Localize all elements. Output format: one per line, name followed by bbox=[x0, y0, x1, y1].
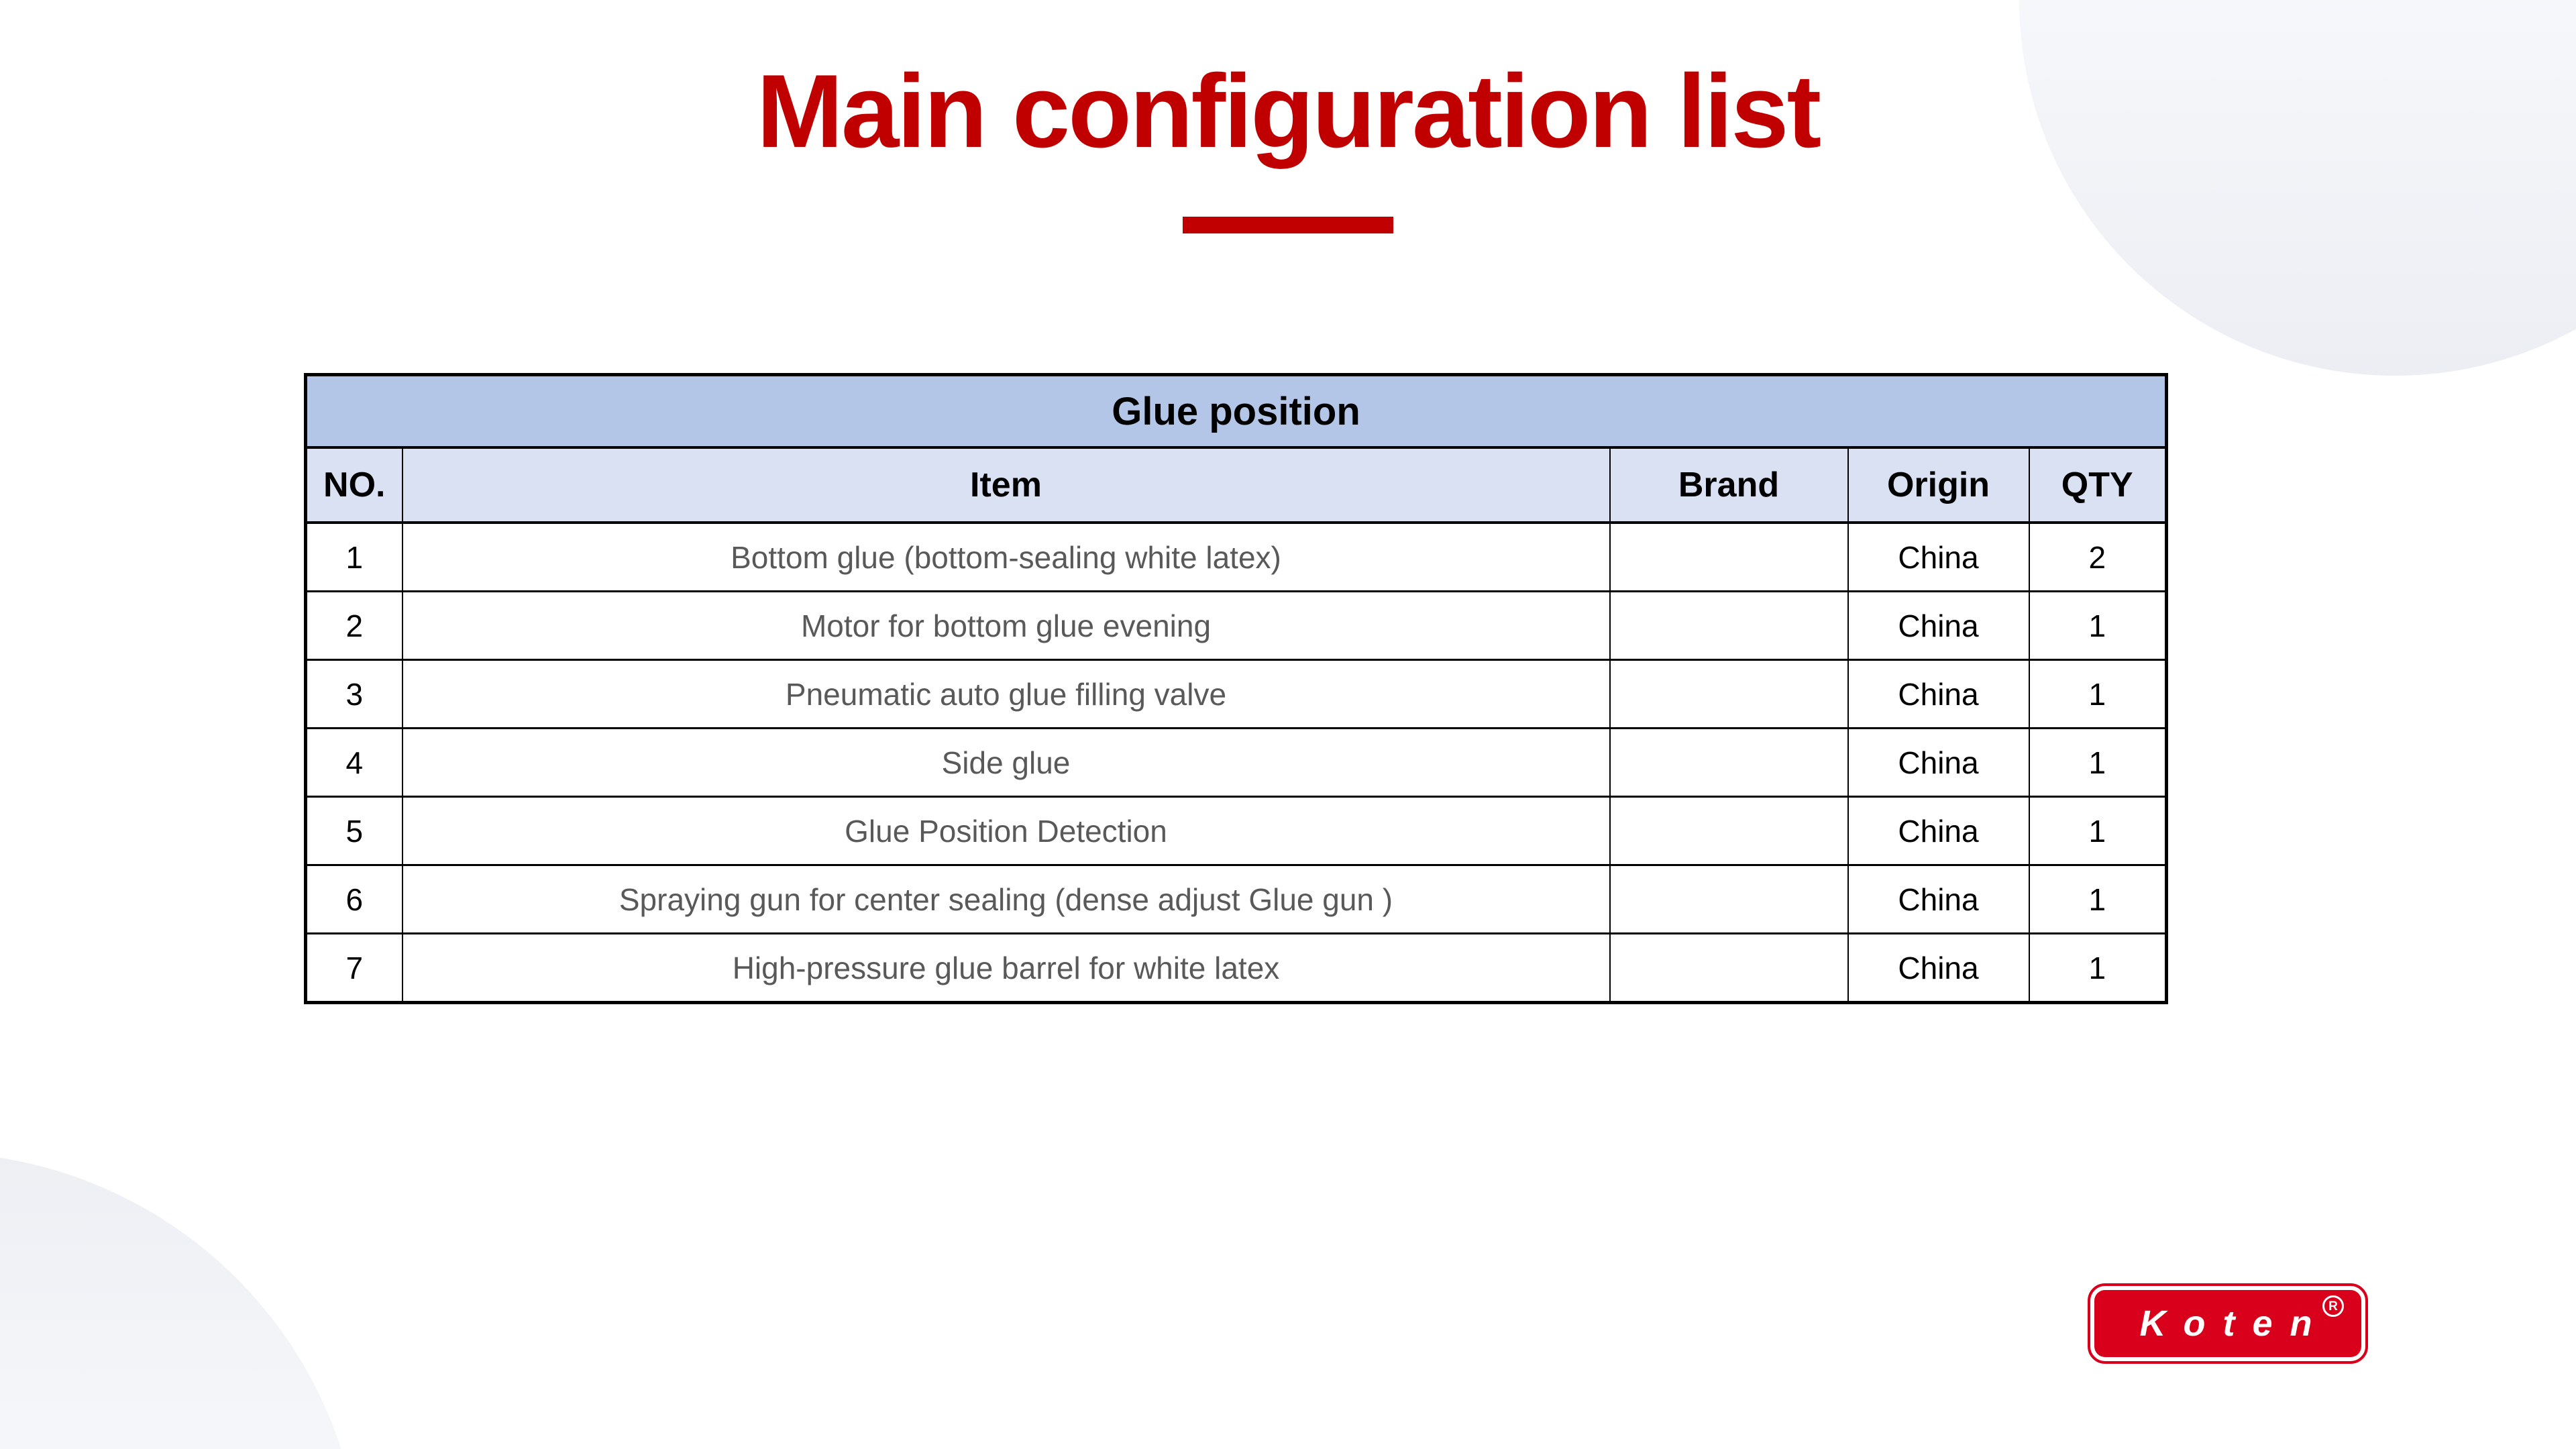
cell-origin: China bbox=[1848, 592, 2029, 660]
cell-item: Side glue bbox=[402, 729, 1610, 797]
column-header-no: NO. bbox=[306, 447, 402, 523]
cell-qty: 1 bbox=[2029, 865, 2167, 934]
cell-item: Motor for bottom glue evening bbox=[402, 592, 1610, 660]
column-header-origin: Origin bbox=[1848, 447, 2029, 523]
page-title: Main configuration list bbox=[756, 53, 1820, 169]
table-caption: Glue position bbox=[306, 375, 2167, 448]
cell-brand bbox=[1610, 797, 1848, 865]
cell-brand bbox=[1610, 934, 1848, 1003]
table-row bbox=[306, 660, 2167, 729]
cell-item: Glue Position Detection bbox=[402, 797, 1610, 865]
cell-brand bbox=[1610, 865, 1848, 934]
cell-no: 2 bbox=[306, 592, 402, 660]
title-underline bbox=[1183, 217, 1393, 233]
cell-origin: China bbox=[1848, 797, 2029, 865]
cell-qty: 1 bbox=[2029, 934, 2167, 1003]
table-row bbox=[306, 934, 2167, 1003]
cell-brand bbox=[1610, 592, 1848, 660]
cell-qty: 1 bbox=[2029, 660, 2167, 729]
cell-origin: China bbox=[1848, 729, 2029, 797]
cell-qty: 2 bbox=[2029, 523, 2167, 592]
cell-qty: 1 bbox=[2029, 592, 2167, 660]
table-row bbox=[306, 797, 2167, 865]
koten-logo-badge bbox=[2094, 1290, 2361, 1357]
cell-no: 4 bbox=[306, 729, 402, 797]
cell-origin: China bbox=[1848, 865, 2029, 934]
koten-logo-text: Koten bbox=[2139, 1303, 2330, 1344]
cell-item: High-pressure glue barrel for white latex bbox=[402, 934, 1610, 1003]
cell-no: 6 bbox=[306, 865, 402, 934]
registered-trademark-icon: R bbox=[2322, 1295, 2344, 1317]
cell-no: 5 bbox=[306, 797, 402, 865]
table-row bbox=[306, 729, 2167, 797]
table-row bbox=[306, 592, 2167, 660]
cell-item: Spraying gun for center sealing (dense adjust Glue gun ) bbox=[402, 865, 1610, 934]
cell-no: 1 bbox=[306, 523, 402, 592]
decorative-circle-top-right bbox=[2019, 0, 2576, 376]
decorative-circle-bottom-left bbox=[0, 1152, 362, 1449]
table-body bbox=[306, 523, 2167, 1003]
cell-item: Bottom glue (bottom-sealing white latex) bbox=[402, 523, 1610, 592]
cell-qty: 1 bbox=[2029, 729, 2167, 797]
column-header-item: Item bbox=[402, 447, 1610, 523]
cell-no: 3 bbox=[306, 660, 402, 729]
cell-brand bbox=[1610, 523, 1848, 592]
cell-qty: 1 bbox=[2029, 797, 2167, 865]
cell-item: Pneumatic auto glue filling valve bbox=[402, 660, 1610, 729]
cell-origin: China bbox=[1848, 660, 2029, 729]
table-row bbox=[306, 865, 2167, 934]
table-row bbox=[306, 523, 2167, 592]
cell-brand bbox=[1610, 729, 1848, 797]
column-header-brand: Brand bbox=[1610, 447, 1848, 523]
koten-logo bbox=[2088, 1283, 2368, 1364]
column-header-qty: QTY bbox=[2029, 447, 2167, 523]
cell-origin: China bbox=[1848, 523, 2029, 592]
cell-brand bbox=[1610, 660, 1848, 729]
table-caption-row bbox=[306, 375, 2167, 448]
cell-origin: China bbox=[1848, 934, 2029, 1003]
table-header-row bbox=[306, 447, 2167, 523]
cell-no: 7 bbox=[306, 934, 402, 1003]
configuration-table bbox=[304, 373, 2168, 1004]
